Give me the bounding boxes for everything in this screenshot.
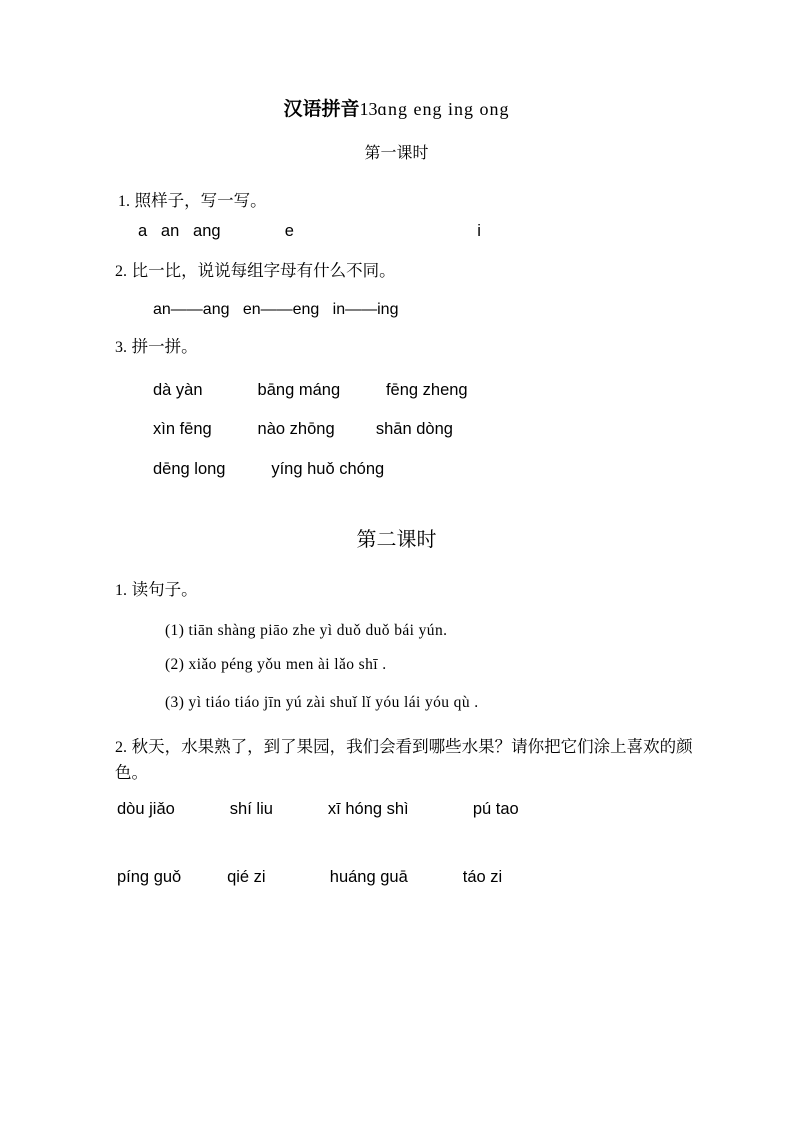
exercise-1-3-text: 拼一拼。 <box>131 338 198 356</box>
exercise-2-1-sentence: (1) tiān shàng piāo zhe yì duǒ duǒ bái yún. <box>165 622 448 639</box>
exercise-1-2-pairs: an——ang en——eng in——ing <box>153 301 399 318</box>
page-title <box>0 100 793 119</box>
exercise-2-1-prompt <box>115 581 198 600</box>
exercise-1-3-word-row: dēng long yíng huǒ chóng <box>153 460 385 478</box>
exercise-2-2-fruit-row: dòu jiǎo shí liu xī hóng shì pú tao <box>117 800 519 818</box>
session-one-heading: 第一课时 <box>364 145 429 162</box>
exercise-1-3-prompt <box>115 338 198 357</box>
page-title-number: 13 <box>359 99 378 119</box>
exercise-1-1-index: 1. <box>118 193 130 210</box>
exercise-2-2-index: 2. <box>115 739 127 756</box>
exercise-1-3-index: 3. <box>115 339 127 356</box>
exercise-2-2-fruit-row: píng guǒ qié zi huáng guā táo zi <box>117 868 503 886</box>
exercise-1-1-text: 照样子，写一写。 <box>134 192 267 210</box>
exercise-2-1-sentence: (3) yì tiáo tiáo jīn yú zài shuǐ lǐ yóu lái yóu qù . <box>165 694 479 711</box>
exercise-2-1-index: 1. <box>115 582 127 599</box>
page-title-chinese: 汉语拼音 <box>283 99 360 120</box>
exercise-2-1-text: 读句子。 <box>131 581 198 599</box>
exercise-1-1-letters: a an ang e i <box>138 222 481 240</box>
exercise-1-2-index: 2. <box>115 263 127 280</box>
exercise-2-2-text: 秋天，水果熟了，到了果园，我们会看到哪些水果？请你把它们涂上喜欢的颜色。 <box>115 738 693 782</box>
session-two-heading: 第二课时 <box>356 529 437 551</box>
exercise-1-3-word-row: xìn fēng nào zhōng shān dòng <box>153 420 453 438</box>
exercise-2-2-prompt <box>115 735 695 786</box>
page-title-pinyin: ɑng eng ing ong <box>377 99 510 119</box>
exercise-2-1-sentence: (2) xiǎo péng yǒu men ài lǎo shī . <box>165 656 387 673</box>
exercise-1-2-prompt <box>115 262 396 281</box>
exercise-1-3-word-row: dà yàn bāng máng fēng zheng <box>153 381 468 399</box>
exercise-1-1-prompt <box>118 192 267 211</box>
exercise-1-2-text: 比一比，说说每组字母有什么不同。 <box>131 262 396 280</box>
